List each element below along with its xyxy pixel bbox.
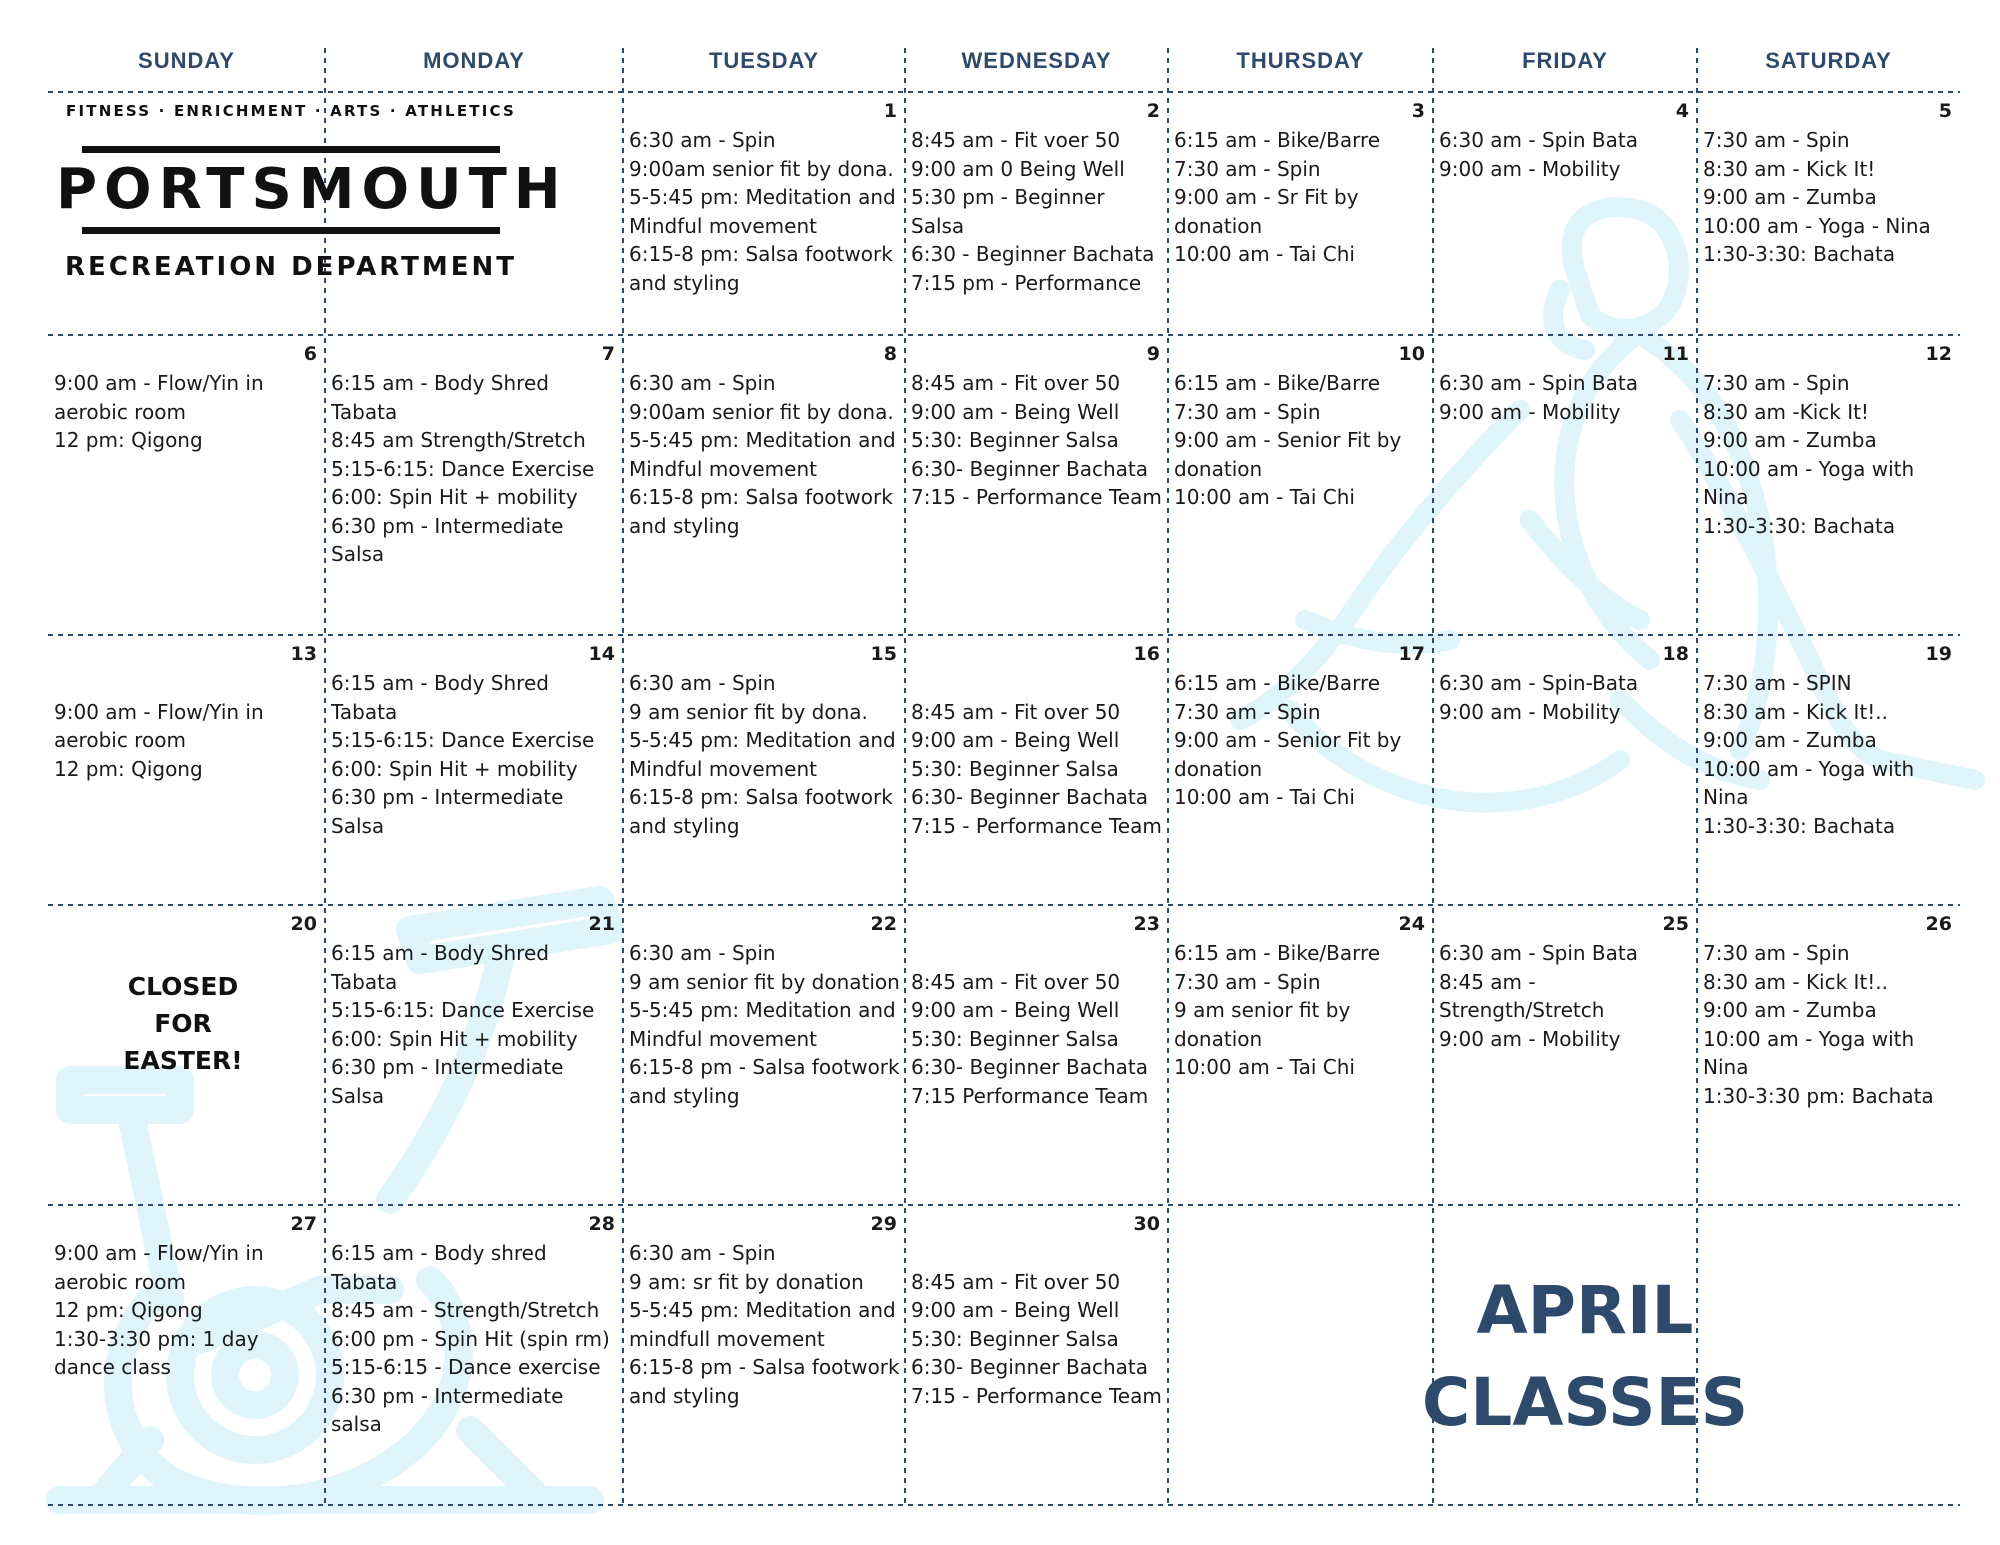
event-item: 8:45 am - Fit voer 50 xyxy=(911,128,1121,152)
event-item: 9:00 am - Zumba xyxy=(1703,998,1877,1022)
day-number: 1 xyxy=(883,100,897,122)
event-item: 7:30 am - Spin xyxy=(1703,128,1850,152)
day-number: 12 xyxy=(1925,343,1952,365)
event-item: 6:15 am - Bike/Barre xyxy=(1174,128,1381,152)
event-list xyxy=(1703,369,1956,540)
event-item: 5-5:45 pm: Meditation and Mindful movement xyxy=(629,728,896,781)
day-number: 11 xyxy=(1662,343,1689,365)
event-item: 7:15 - Performance Team xyxy=(911,485,1162,509)
event-list xyxy=(1174,939,1429,1082)
month-title xyxy=(1400,1265,1770,1449)
event-item: 6:30- Beginner Bachata xyxy=(911,1055,1149,1079)
event-item: 6:00: Spin Hit + mobility xyxy=(331,1026,578,1051)
event-item: 10:00 am - Yoga with Nina xyxy=(1703,456,1915,509)
event-list xyxy=(1439,369,1693,426)
event-item: 10:00 am - Yoga with Nina xyxy=(1703,756,1915,809)
event-list xyxy=(911,126,1164,297)
event-item xyxy=(54,669,321,698)
event-item: 7:30 am - Spin xyxy=(1174,969,1321,994)
event-item: 5-5:45 pm: Meditation and Mindful movement xyxy=(629,185,896,238)
event-list xyxy=(54,369,321,455)
logo-department: RECREATION DEPARTMENT xyxy=(65,252,517,282)
event-item: 6:15-8 pm - Salsa footwork and styling xyxy=(629,1055,900,1108)
day-number: 20 xyxy=(290,913,317,935)
event-item: 10:00 am - Tai Chi xyxy=(1174,1055,1355,1079)
closed-line: EASTER! xyxy=(123,1046,243,1075)
event-item: 12 pm: Qigong xyxy=(54,428,203,452)
day-cell xyxy=(48,635,325,905)
day-cell xyxy=(48,335,325,635)
event-item: 10:00 am - Tai Chi xyxy=(1174,785,1355,809)
day-cell xyxy=(623,335,905,635)
day-number: 29 xyxy=(870,1213,897,1235)
event-item: 7:30 am - Spin xyxy=(1703,371,1850,395)
event-item: 6:15 am - Body Shred Tabata xyxy=(331,371,549,424)
event-item: 6:30 am - Spin xyxy=(629,671,776,695)
day-cell xyxy=(1433,635,1697,905)
day-number: 22 xyxy=(870,913,897,935)
closed-line: CLOSED xyxy=(127,972,239,1001)
day-cell xyxy=(325,335,623,635)
day-number: 5 xyxy=(1938,100,1952,122)
day-cell xyxy=(905,335,1168,635)
event-item: 6:30 - Beginner Bachata xyxy=(911,242,1155,266)
day-cell xyxy=(905,92,1168,335)
day-number: 24 xyxy=(1398,913,1425,935)
day-number: 15 xyxy=(870,643,897,665)
event-list xyxy=(911,369,1164,512)
weekday-header-tuesday: TUESDAY xyxy=(708,48,820,73)
event-item: 7:15 pm - Performance xyxy=(911,270,1142,295)
event-item: 9:00 am - Mobility xyxy=(1439,1026,1621,1051)
event-item: 9:00am senior fit by dona. xyxy=(629,156,894,181)
event-item: 6:00: Spin Hit + mobility xyxy=(331,485,578,509)
event-item: 5-5:45 pm: Meditation and Mindful movement xyxy=(629,428,896,481)
event-item: 9 am senior fit by donation xyxy=(1174,998,1351,1051)
event-item: 6:30- Beginner Bachata xyxy=(911,456,1149,481)
event-item xyxy=(911,939,1164,968)
day-number: 7 xyxy=(601,343,615,365)
event-item: 8:30 am -Kick It! xyxy=(1703,399,1869,424)
event-list xyxy=(1174,369,1429,512)
event-item: 7:30 am - Spin xyxy=(1174,699,1321,724)
day-number: 26 xyxy=(1925,913,1952,935)
closed-for-easter-note xyxy=(48,968,318,1079)
event-item: 1:30-3:30: Bachata xyxy=(1703,813,1896,838)
weekday-header-wednesday: WEDNESDAY xyxy=(961,48,1112,73)
event-list xyxy=(1439,126,1693,183)
event-list xyxy=(1174,669,1429,812)
event-item: 1:30-3:30: Bachata xyxy=(1703,242,1896,266)
day-cell xyxy=(1697,92,1960,335)
day-number: 27 xyxy=(290,1213,317,1235)
event-item: 6:30 am - Spin xyxy=(629,1241,776,1265)
logo-name: PORTSMOUTH xyxy=(56,157,568,222)
day-cell xyxy=(1433,335,1697,635)
event-list xyxy=(911,669,1164,840)
event-list xyxy=(54,1239,321,1382)
event-item: 9:00 am - Senior Fit by donation xyxy=(1174,728,1402,781)
day-number: 10 xyxy=(1398,343,1425,365)
event-item: 10:00 am - Tai Chi xyxy=(1174,485,1355,509)
day-cell xyxy=(905,1205,1168,1505)
event-list xyxy=(331,1239,619,1439)
day-number: 2 xyxy=(1146,100,1160,122)
event-item: 6:30 am - Spin Bata xyxy=(1439,128,1638,152)
event-item: 5:15-6:15: Dance Exercise xyxy=(331,728,595,752)
day-number: 6 xyxy=(303,343,317,365)
day-number: 14 xyxy=(588,643,615,665)
event-item: 8:45 am - Fit over 50 xyxy=(911,371,1121,395)
day-cell xyxy=(1433,92,1697,335)
event-list xyxy=(1174,126,1429,269)
event-list xyxy=(331,939,619,1110)
event-item: 5:15-6:15: Dance Exercise xyxy=(331,998,595,1022)
weekday-header-sunday: SUNDAY xyxy=(138,48,235,73)
event-item: 12 pm: Qigong xyxy=(54,756,203,781)
event-item: 10:00 am - Tai Chi xyxy=(1174,242,1355,266)
day-number: 13 xyxy=(290,643,317,665)
day-cell xyxy=(623,635,905,905)
event-list xyxy=(629,1239,901,1410)
event-item: 6:15-8 pm - Salsa footwork and styling xyxy=(629,1355,900,1408)
event-list xyxy=(1703,126,1956,269)
event-item: 8:45 am Strength/Stretch xyxy=(331,428,586,452)
day-number: 8 xyxy=(883,343,897,365)
event-item: 5:15-6:15 - Dance exercise xyxy=(331,1355,601,1379)
event-item: 9:00 am - Being Well xyxy=(911,728,1120,752)
weekday-header-saturday: SATURDAY xyxy=(1765,48,1892,73)
event-list xyxy=(1703,939,1956,1110)
event-item: 6:30- Beginner Bachata xyxy=(911,785,1149,809)
event-item: 8:45 am - Fit over 50 xyxy=(911,1269,1121,1294)
event-item: 9 am senior fit by donation xyxy=(629,969,900,994)
day-number: 9 xyxy=(1146,343,1160,365)
event-item: 9:00 am - Flow/Yin in aerobic room xyxy=(54,699,264,752)
event-item: 6:30 am - Spin-Bata xyxy=(1439,671,1639,695)
event-item: 6:30 pm - Intermediate salsa xyxy=(331,1383,564,1436)
event-item: 9:00 am - Being Well xyxy=(911,998,1120,1022)
event-item: 5:30: Beginner Salsa xyxy=(911,756,1119,781)
event-list xyxy=(629,369,901,540)
day-cell xyxy=(1697,635,1960,905)
event-list xyxy=(629,126,901,297)
event-item: 6:00: Spin Hit + mobility xyxy=(331,756,578,781)
event-item: 6:15 am - Bike/Barre xyxy=(1174,941,1381,965)
event-item: 9:00 am - Mobility xyxy=(1439,699,1621,724)
day-cell xyxy=(325,635,623,905)
day-cell xyxy=(623,92,905,335)
event-item: 6:30 am - Spin Bata xyxy=(1439,371,1638,395)
event-item: 8:30 am - Kick It!.. xyxy=(1703,699,1889,724)
event-item: 1:30-3:30: Bachata xyxy=(1703,513,1896,538)
event-item: 6:15-8 pm: Salsa footwork and styling xyxy=(629,785,893,838)
event-item: 6:30 am - Spin xyxy=(629,371,776,395)
event-item: 8:45 am - Fit over 50 xyxy=(911,699,1121,724)
event-list xyxy=(629,669,901,840)
weekday-header-thursday: THURSDAY xyxy=(1236,48,1365,73)
event-list xyxy=(1439,939,1693,1053)
event-item: 5:30: Beginner Salsa xyxy=(911,428,1119,452)
event-item: 6:15 am - Body shred Tabata xyxy=(331,1241,547,1294)
event-item: 7:15 - Performance Team xyxy=(911,813,1162,838)
logo-rule-top xyxy=(82,146,500,153)
event-list xyxy=(331,369,619,569)
event-item: 7:15 - Performance Team xyxy=(911,1383,1162,1408)
event-item: 6:30 pm - Intermediate Salsa xyxy=(331,1055,564,1108)
event-item: 8:30 am - Kick It!.. xyxy=(1703,969,1889,994)
day-cell xyxy=(48,1205,325,1505)
day-number: 16 xyxy=(1133,643,1160,665)
event-item: 5:15-6:15: Dance Exercise xyxy=(331,456,595,481)
event-item: 1:30-3:30 pm: Bachata xyxy=(1703,1083,1934,1108)
day-number: 21 xyxy=(588,913,615,935)
day-cell xyxy=(1168,905,1433,1205)
event-item: 6:30 pm - Intermediate Salsa xyxy=(331,513,564,566)
event-item: 9:00 am - Flow/Yin in aerobic room xyxy=(54,371,264,424)
event-item: 9:00 am - Zumba xyxy=(1703,728,1877,752)
event-item: 12 pm: Qigong xyxy=(54,1298,203,1322)
event-list xyxy=(54,669,321,783)
event-item: 5-5:45 pm: Meditation and mindfull movement xyxy=(629,1298,896,1351)
event-item: 6:30 am - Spin xyxy=(629,128,776,152)
event-item: 9:00 am - Zumba xyxy=(1703,428,1877,452)
event-item: 6:30 am - Spin xyxy=(629,941,776,965)
day-cell xyxy=(1168,635,1433,905)
day-number: 19 xyxy=(1925,643,1952,665)
weekday-header-friday: FRIDAY xyxy=(1522,48,1608,73)
day-number: 18 xyxy=(1662,643,1689,665)
day-number: 17 xyxy=(1398,643,1425,665)
event-item: 6:15 am - Bike/Barre xyxy=(1174,371,1381,395)
portsmouth-logo xyxy=(56,102,568,282)
event-item: 6:00 pm - Spin Hit (spin rm) xyxy=(331,1326,610,1351)
event-item: 6:15-8 pm: Salsa footwork and styling xyxy=(629,485,893,538)
day-cell xyxy=(1697,335,1960,635)
event-item: 8:45 am - Strength/Stretch xyxy=(1439,969,1605,1022)
event-item: 10:00 am - Yoga - Nina xyxy=(1703,213,1931,238)
event-item xyxy=(911,669,1164,698)
event-item: 7:30 am - Spin xyxy=(1174,399,1321,424)
event-item: 1:30-3:30 pm: 1 day dance class xyxy=(54,1326,259,1379)
event-item: 6:15 am - Bike/Barre xyxy=(1174,671,1381,695)
logo-tagline: FITNESS · ENRICHMENT · ARTS · ATHLETICS xyxy=(66,102,516,120)
weekday-header-monday: MONDAY xyxy=(423,48,525,73)
day-cell xyxy=(1697,905,1960,1205)
day-cell xyxy=(905,905,1168,1205)
event-item: 5-5:45 pm: Meditation and Mindful movement xyxy=(629,998,896,1051)
event-item: 9:00 am - Sr Fit by donation xyxy=(1174,185,1359,238)
event-item: 6:15 am - Body Shred Tabata xyxy=(331,671,549,724)
event-item: 10:00 am - Yoga with Nina xyxy=(1703,1026,1915,1079)
event-item: 9:00 am - Flow/Yin in aerobic room xyxy=(54,1241,264,1294)
event-item: 8:45 am - Fit over 50 xyxy=(911,969,1121,994)
day-number: 3 xyxy=(1411,100,1425,122)
event-item: 9:00 am - Being Well xyxy=(911,399,1120,424)
event-list xyxy=(331,669,619,840)
logo-rule-bottom xyxy=(82,227,500,234)
event-item: 7:30 am - Spin xyxy=(1703,941,1850,965)
event-item: 9:00 am 0 Being Well xyxy=(911,156,1125,181)
event-item: 7:30 am - Spin xyxy=(1174,156,1321,181)
event-item: 6:30 am - Spin Bata xyxy=(1439,941,1638,965)
event-item: 5:30: Beginner Salsa xyxy=(911,1326,1119,1351)
event-item: 8:45 am - Strength/Stretch xyxy=(331,1298,600,1322)
event-item: 6:15 am - Body Shred Tabata xyxy=(331,941,549,994)
day-cell xyxy=(1168,92,1433,335)
event-item: 5:30: Beginner Salsa xyxy=(911,1026,1119,1051)
event-item: 8:30 am - Kick It! xyxy=(1703,156,1876,181)
event-list xyxy=(1703,669,1956,840)
event-item: 9 am senior fit by dona. xyxy=(629,699,868,724)
event-item: 6:30 pm - Intermediate Salsa xyxy=(331,785,564,838)
month-title-line: APRIL xyxy=(1476,1272,1694,1349)
day-number: 30 xyxy=(1133,1213,1160,1235)
day-cell xyxy=(905,635,1168,905)
day-cell xyxy=(623,905,905,1205)
event-item: 9 am: sr fit by donation xyxy=(629,1269,864,1294)
event-list xyxy=(629,939,901,1110)
month-title-line: CLASSES xyxy=(1421,1364,1749,1441)
day-number: 23 xyxy=(1133,913,1160,935)
event-item: 9:00 am - Mobility xyxy=(1439,399,1621,424)
event-item: 5:30 pm - Beginner Salsa xyxy=(911,185,1105,238)
day-cell xyxy=(1433,905,1697,1205)
event-item: 6:30- Beginner Bachata xyxy=(911,1355,1149,1379)
event-item: 9:00 am - Zumba xyxy=(1703,185,1877,209)
event-item: 9:00 am - Mobility xyxy=(1439,156,1621,181)
event-item: 9:00am senior fit by dona. xyxy=(629,399,894,424)
closed-line: FOR xyxy=(154,1009,212,1038)
day-cell xyxy=(1168,335,1433,635)
event-list xyxy=(911,939,1164,1110)
day-cell xyxy=(325,905,623,1205)
event-item: 7:15 Performance Team xyxy=(911,1083,1149,1108)
event-list xyxy=(911,1239,1164,1410)
day-number: 4 xyxy=(1675,100,1689,122)
event-item: 9:00 am - Being Well xyxy=(911,1298,1120,1322)
event-list xyxy=(1439,669,1693,726)
event-item: 9:00 am - Senior Fit by donation xyxy=(1174,428,1402,481)
day-number: 25 xyxy=(1662,913,1689,935)
event-item: 6:15-8 pm: Salsa footwork and styling xyxy=(629,242,893,295)
day-number: 28 xyxy=(588,1213,615,1235)
event-item: 7:30 am - SPIN xyxy=(1703,671,1852,695)
day-cell xyxy=(325,1205,623,1505)
day-cell xyxy=(623,1205,905,1505)
event-item xyxy=(911,1239,1164,1268)
